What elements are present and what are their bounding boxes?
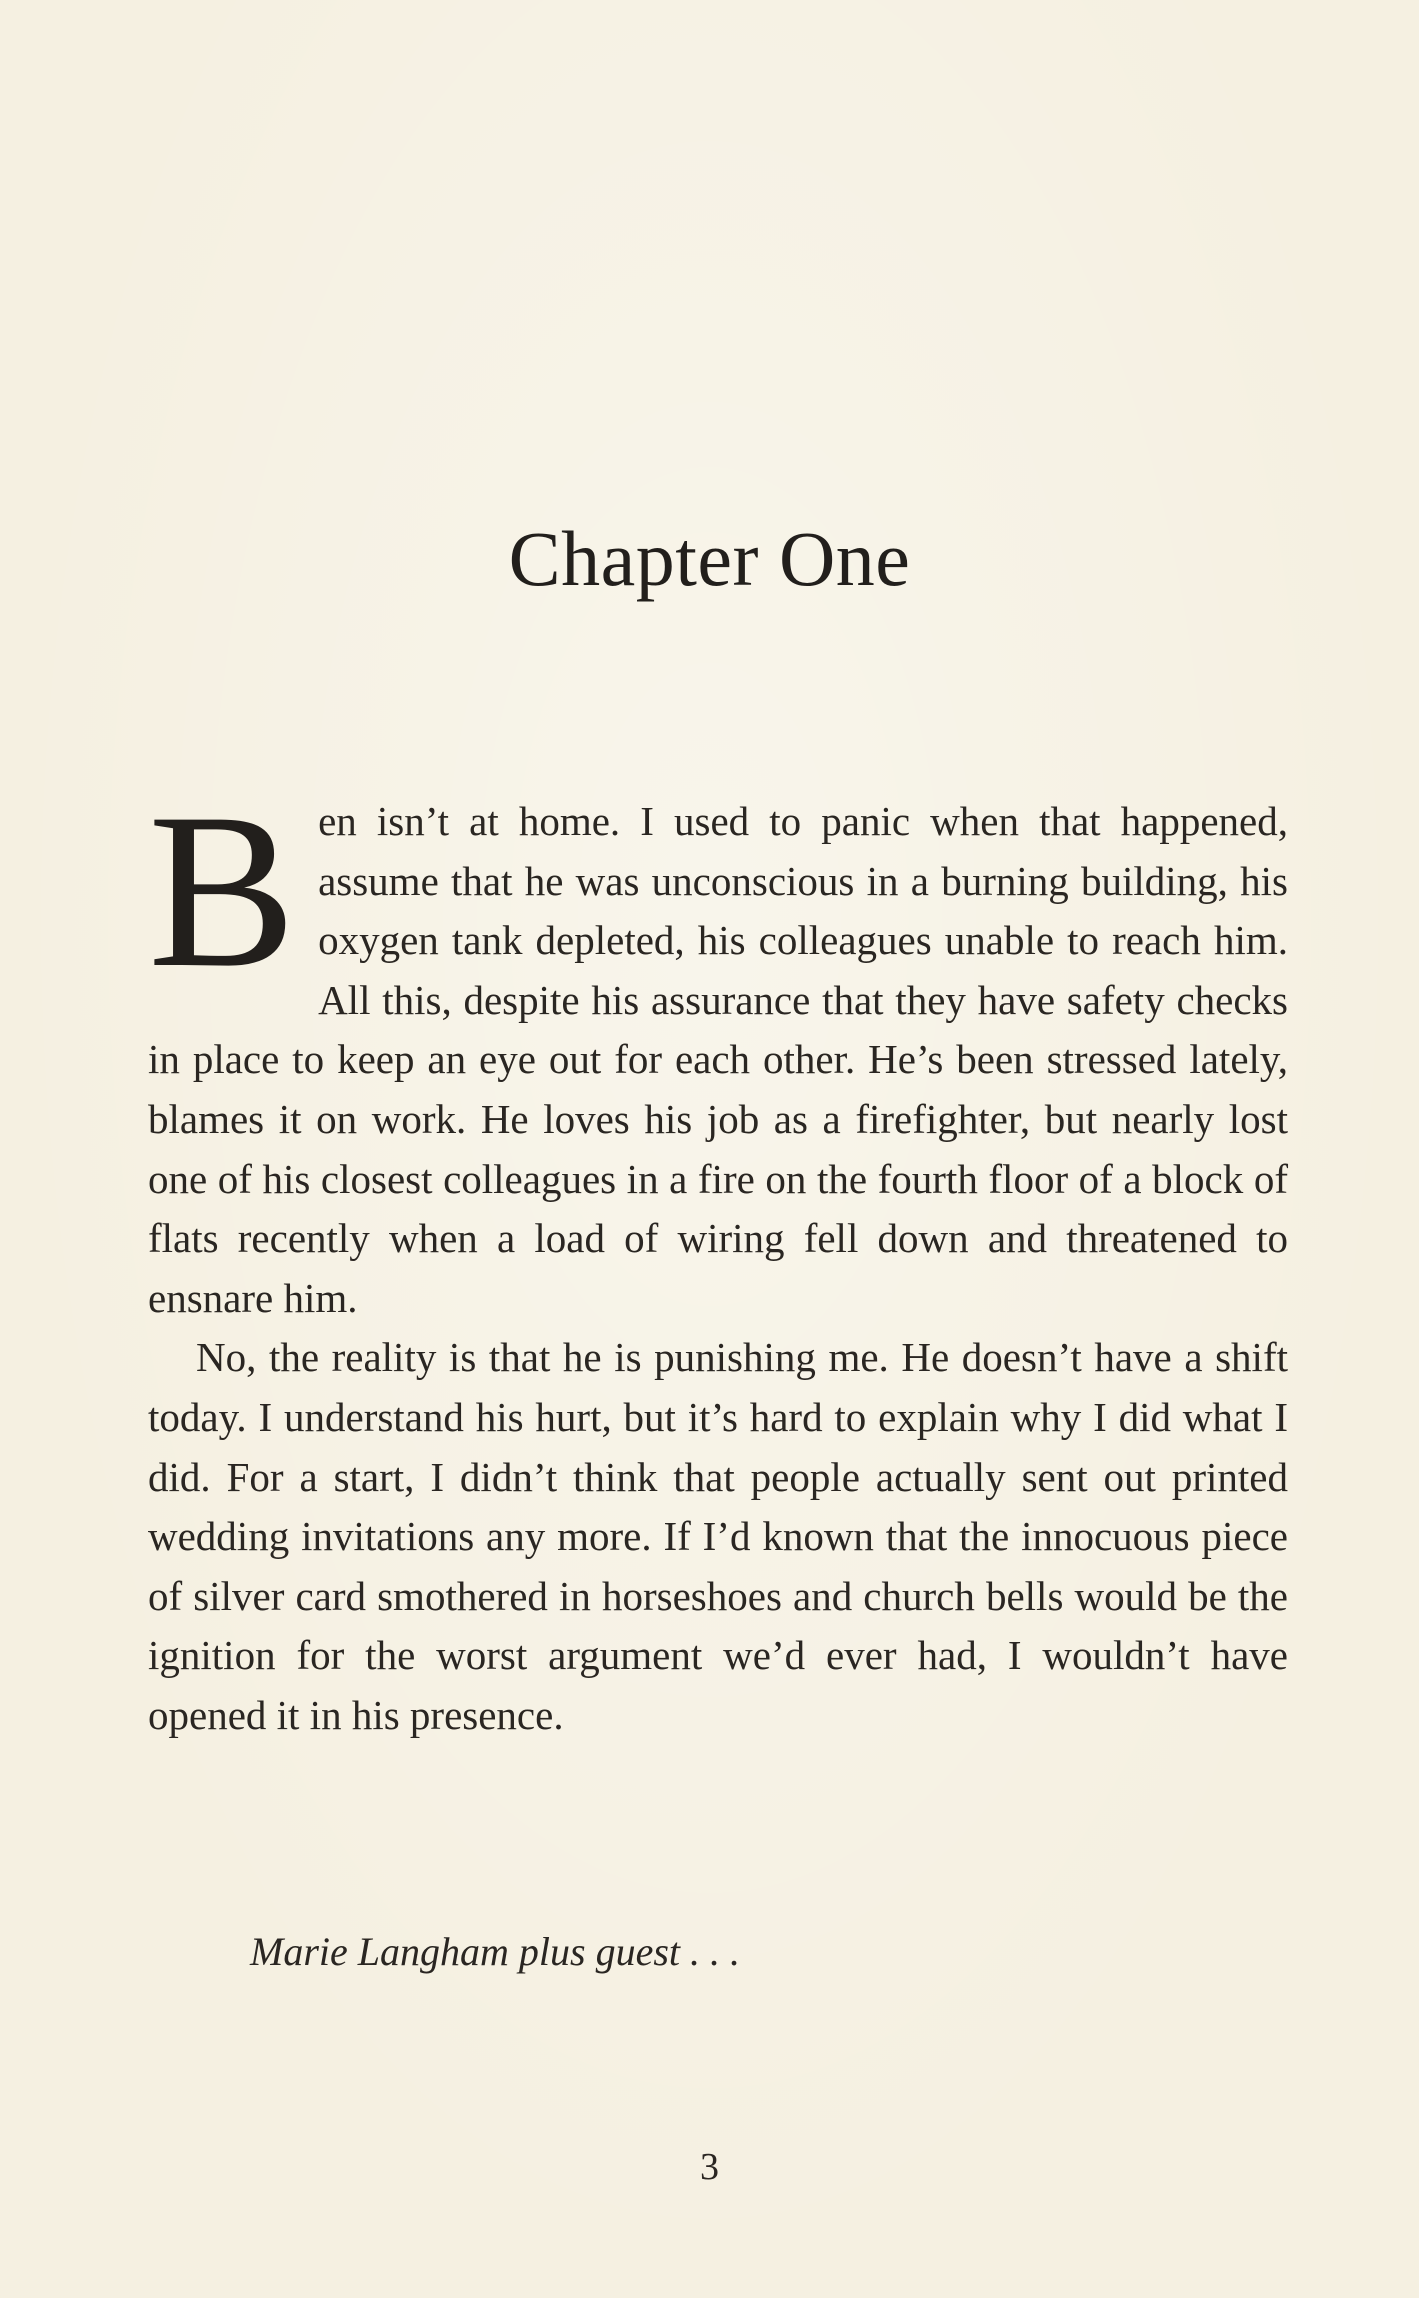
invitation-quote: Marie Langham plus guest . . . (250, 1929, 740, 1974)
chapter-body (148, 768, 1288, 1746)
paragraph-1 (148, 768, 1288, 1328)
page-number: 3 (700, 2146, 719, 2188)
paragraph-2: No, the reality is that he is punishing me. He doesn’t have a shift today. I understand his hurt, but it’s hard to explain why I did what I did. For a start, I didn’t think that people actually sent out printed wedding invitations any more. If I’d known that the innocuous piece of silver card smothered in horseshoes and church bells would be the ignition for the worst argument we’d ever had, I wouldn’t have opened it in his presence. (148, 1334, 1288, 1738)
drop-cap: B (148, 768, 297, 1014)
paragraph-1-text: en isn’t at home. I used to panic when that happened, assume that he was unconscious in a burning building, his oxygen tank depleted, his colleagues unable to reach him. All this, despite his assurance that they have safety checks in place to keep an eye out for each other. He’s been stressed lately, blames it on work. He loves his job as a firefighter, but nearly lost one of his closest colleagues in a fire on the fourth floor of a block of flats recently when a load of wiring fell down and threatened to ensnare him. (148, 798, 1288, 1321)
chapter-title: Chapter One (508, 515, 911, 602)
